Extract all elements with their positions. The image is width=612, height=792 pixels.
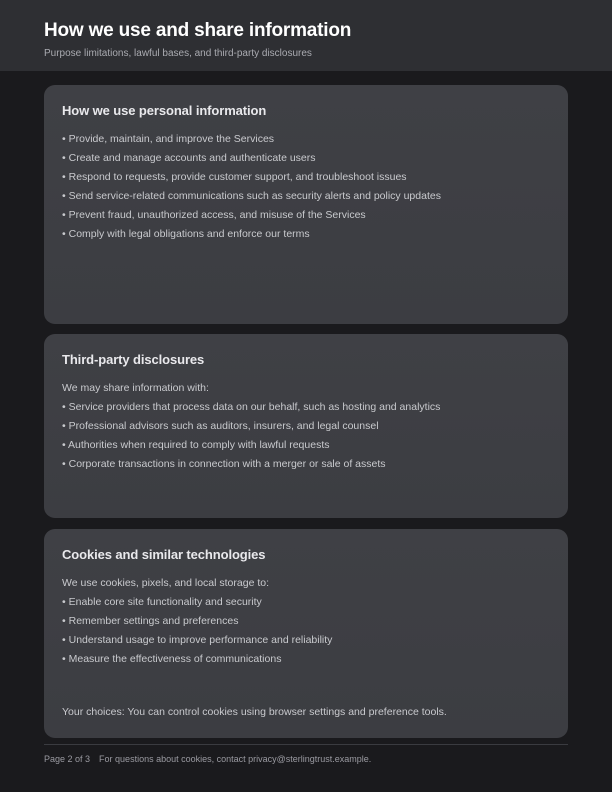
card-third-party-disclosures — [44, 334, 568, 518]
bullet-icon: • — [62, 209, 66, 221]
list-item — [62, 631, 550, 650]
card-heading: How we use personal information — [62, 103, 267, 118]
list-item-label: Corporate transactions in connection with a merger or sale of assets — [68, 458, 386, 470]
bullet-icon: • — [62, 133, 66, 145]
list-item — [62, 436, 550, 455]
list-item-label: Respond to requests, provide customer support, and troubleshoot issues — [68, 171, 407, 183]
bullet-icon: • — [62, 152, 66, 164]
card-intro-text: We use cookies, pixels, and local storage to: — [62, 577, 270, 589]
list-item — [62, 206, 550, 225]
bullet-icon: • — [62, 634, 66, 646]
list-item — [62, 650, 550, 669]
list-item — [62, 168, 550, 187]
list-item — [62, 187, 550, 206]
list-item-label: Authorities when required to comply with lawful requests — [68, 439, 330, 451]
list-item — [62, 593, 550, 612]
bullet-icon: • — [62, 458, 66, 470]
list-item — [62, 398, 550, 417]
list-item — [62, 612, 550, 631]
content-cards — [44, 85, 568, 738]
list-item-label: Send service-related communications such as security alerts and policy updates — [68, 190, 441, 202]
card-note-your-choices: Your choices: You can control cookies using browser settings and preference tools. — [62, 706, 447, 718]
bullet-icon: • — [62, 615, 66, 627]
card-cookies-and-similar-technologies — [44, 529, 568, 738]
bullet-icon: • — [62, 190, 66, 202]
bullet-icon: • — [62, 439, 66, 451]
list-item — [62, 225, 550, 244]
list-item-label: Understand usage to improve performance and reliability — [68, 634, 333, 646]
list-item — [62, 417, 550, 436]
list-item-label: Service providers that process data on our behalf, such as hosting and analytics — [68, 401, 441, 413]
page-subtitle: Purpose limitations, lawful bases, and third-party disclosures — [44, 48, 312, 59]
list-item-label: Enable core site functionality and security — [68, 596, 262, 608]
footer-contact-text: For questions about cookies, contact privacy@sterlingtrust.example. — [99, 754, 372, 764]
bullet-icon: • — [62, 653, 66, 665]
list-item-label: Comply with legal obligations and enforce our terms — [68, 228, 310, 240]
bullet-icon: • — [62, 420, 66, 432]
bullet-icon: • — [62, 401, 66, 413]
card-heading: Cookies and similar technologies — [62, 547, 266, 562]
bullet-list — [62, 593, 550, 669]
card-how-we-use-personal-information — [44, 85, 568, 324]
footer-page-number: Page 2 of 3 — [44, 754, 91, 764]
list-item-label: Measure the effectiveness of communications — [68, 653, 282, 665]
bullet-icon: • — [62, 228, 66, 240]
list-item-label: Create and manage accounts and authenticate users — [68, 152, 316, 164]
list-item-label: Provide, maintain, and improve the Services — [68, 133, 275, 145]
list-item-label: Professional advisors such as auditors, insurers, and legal counsel — [68, 420, 379, 432]
footer-divider — [44, 744, 568, 745]
bullet-icon: • — [62, 596, 66, 608]
list-item-label: Prevent fraud, unauthorized access, and misuse of the Services — [68, 209, 366, 221]
bullet-list — [62, 398, 550, 474]
bullet-icon: • — [62, 171, 66, 183]
page-title: How we use and share information — [44, 20, 352, 41]
list-item — [62, 455, 550, 474]
list-item — [62, 130, 550, 149]
card-heading: Third-party disclosures — [62, 352, 205, 367]
page-header — [0, 0, 612, 71]
page-footer — [44, 753, 568, 765]
card-intro-text: We may share information with: — [62, 382, 209, 394]
bullet-list — [62, 130, 550, 244]
list-item-label: Remember settings and preferences — [68, 615, 239, 627]
list-item — [62, 149, 550, 168]
